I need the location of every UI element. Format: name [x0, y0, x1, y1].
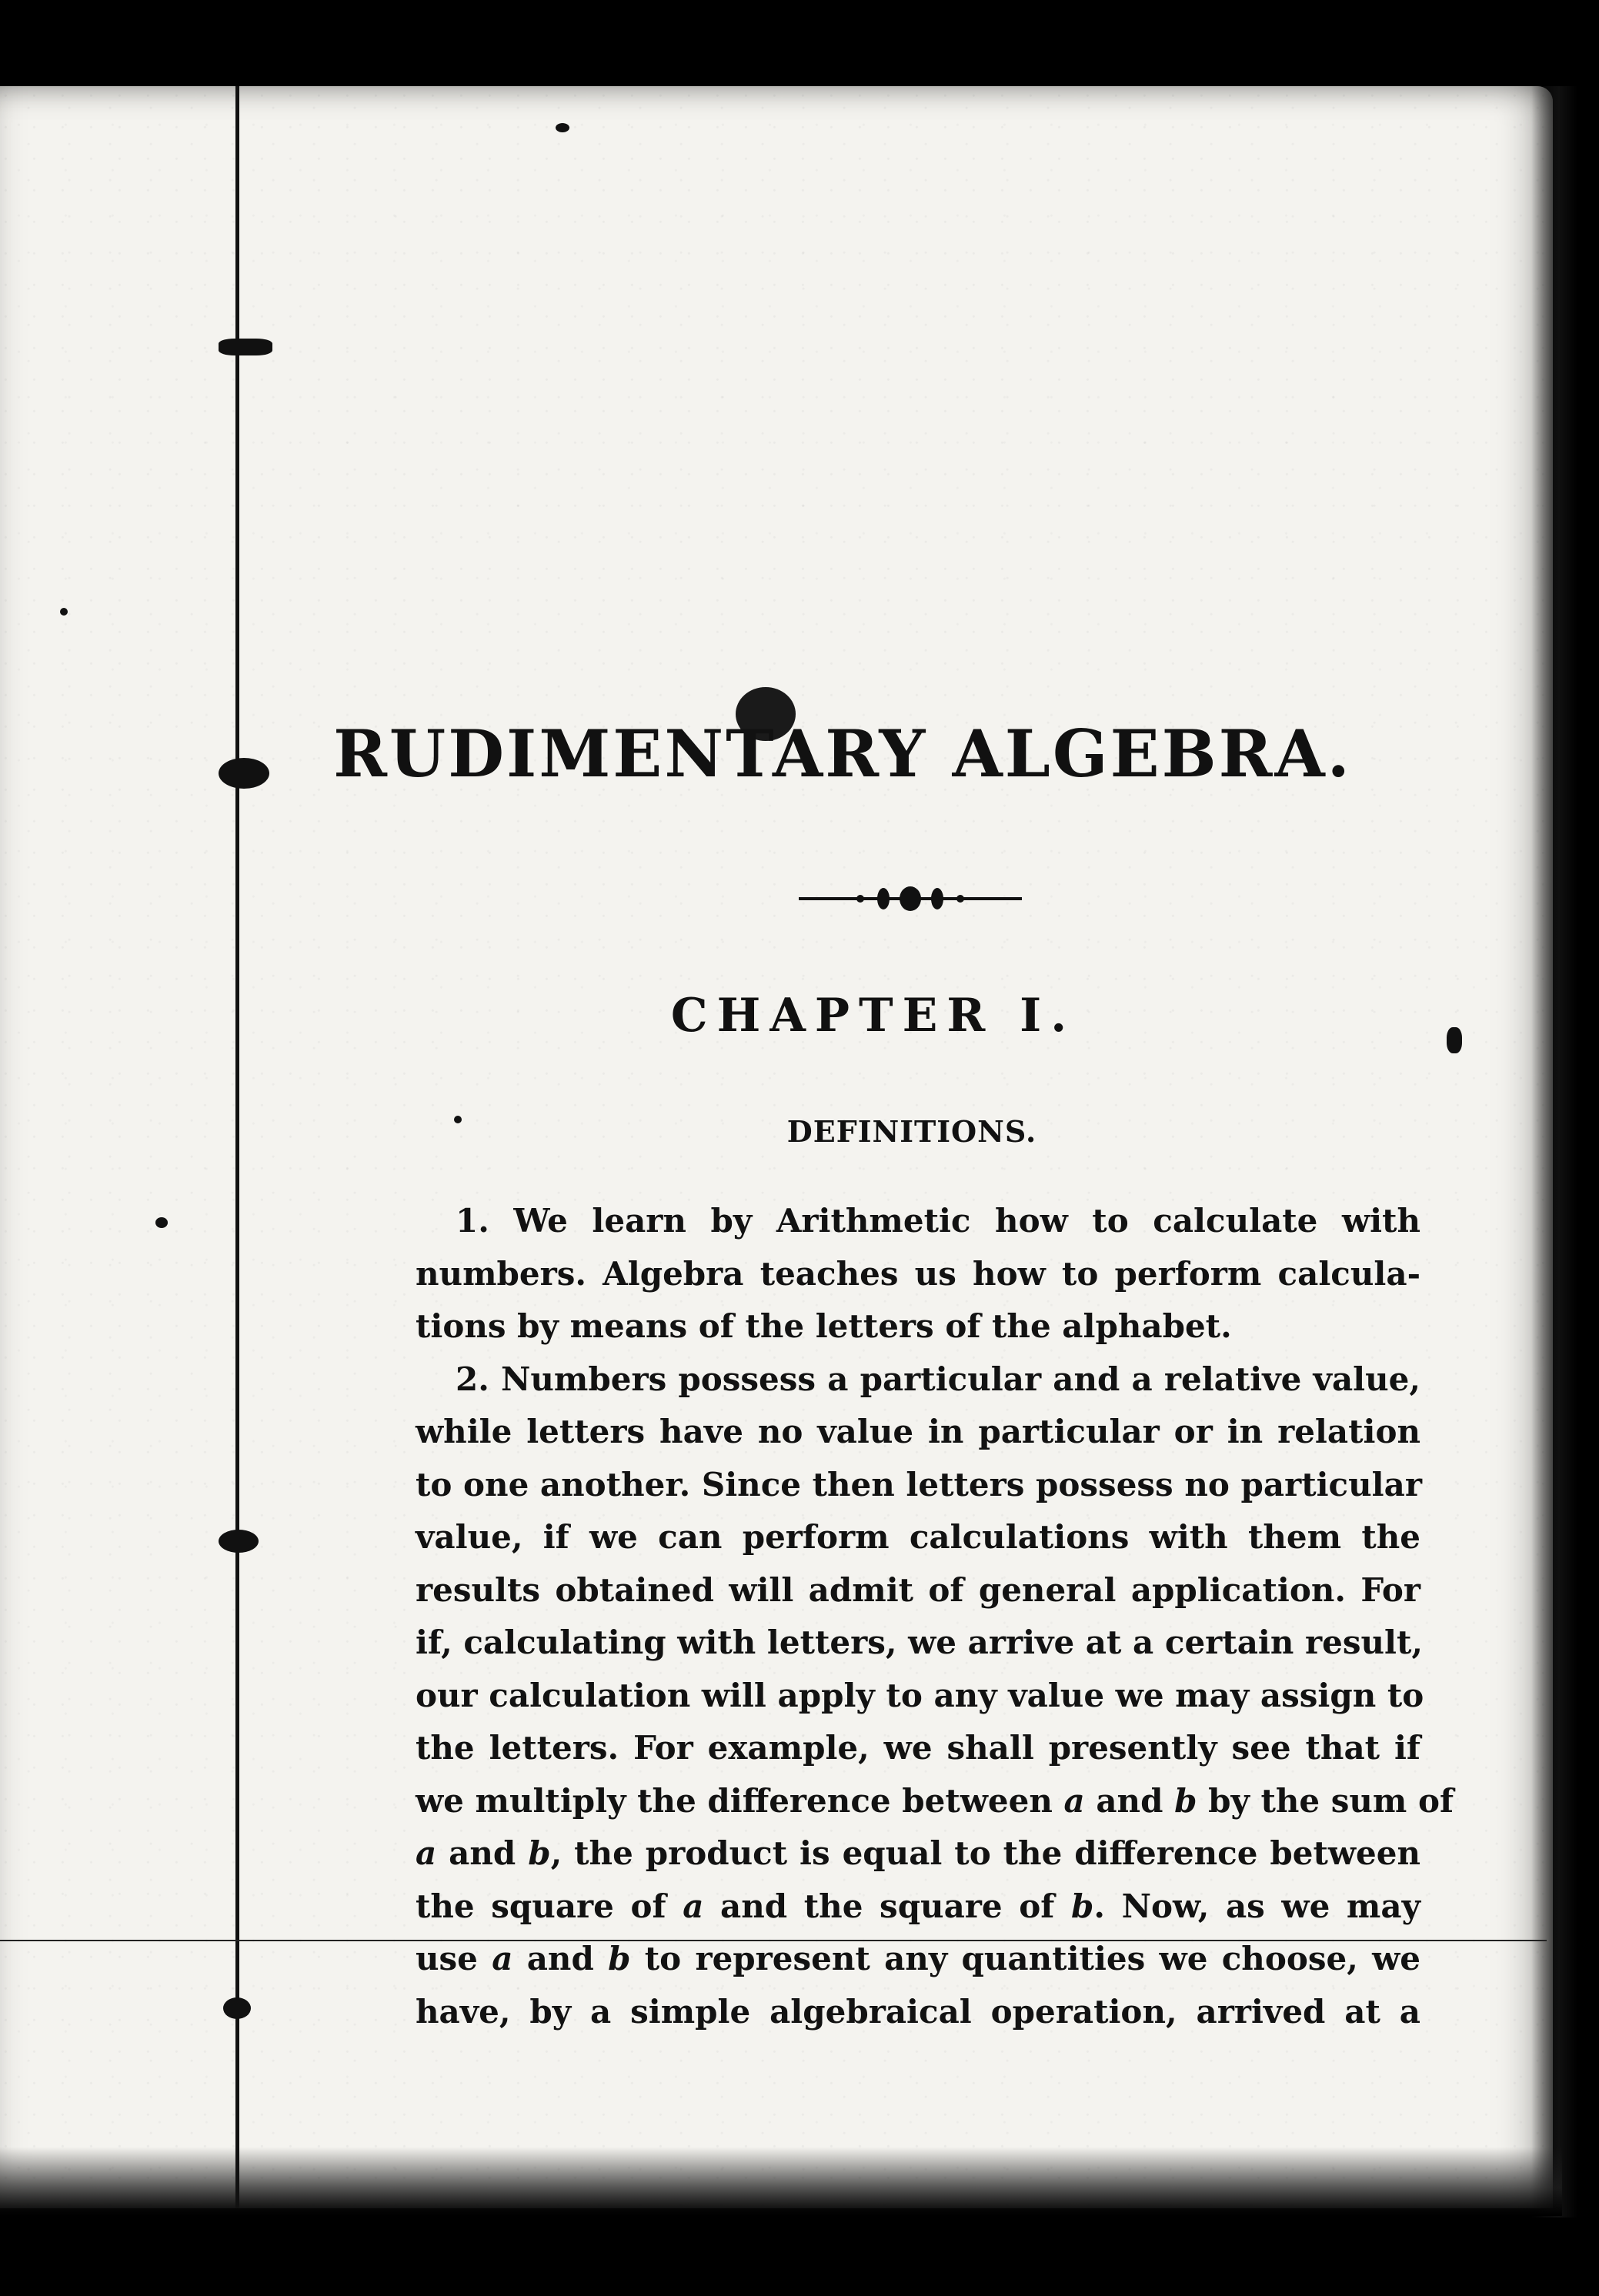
speck [556, 123, 569, 132]
text-line: numbers. Algebra teaches us how to perform calcula- [416, 1254, 1420, 1293]
text-line: to one another. Since then letters possess no particular [416, 1465, 1422, 1503]
text-line: have, by a simple algebraical operation, arrived at a [416, 1992, 1420, 2031]
text-line: we multiply the difference between a and b by the sum of [416, 1781, 1454, 1820]
text-line: the letters. For example, we shall presently see that if [416, 1729, 1420, 1767]
binding-mark [219, 1530, 259, 1553]
text-line: if, calculating with letters, we arrive at a certain result, [416, 1624, 1424, 1661]
text-line: use a and b to represent any quantities we choose, we [416, 1940, 1420, 1977]
text-line: 1. We learn by Arithmetic how to calculate with [456, 1202, 1420, 1240]
text-line: value, if we can perform calculations with them the [416, 1518, 1420, 1556]
speck [155, 1217, 168, 1228]
book-title: RUDIMENTARY ALGEBRA. [333, 716, 1352, 792]
text-line: results obtained will admit of general application. For [416, 1570, 1420, 1609]
binding-mark [223, 1997, 251, 2019]
text-line: 2. Numbers possess a particular and a relative value, [456, 1360, 1420, 1398]
text-line: tions by means of the letters of the alphabet. [416, 1307, 1232, 1345]
chapter-heading: CHAPTER I. [670, 989, 1077, 1043]
text-line: the square of a and the square of b. Now, as we may [416, 1887, 1420, 1925]
page-edge-shadow-bottom [0, 2147, 1562, 2216]
text-line: our calculation will apply to any value we may assign to [416, 1676, 1424, 1714]
binding-mark [219, 339, 272, 355]
body-text [416, 1195, 1454, 2038]
section-heading: DEFINITIONS. [786, 1114, 1037, 1149]
page-edge-shadow-right [1531, 86, 1577, 2218]
speck [60, 608, 68, 616]
text-line: while letters have no value in particular or in relation [416, 1413, 1420, 1450]
text-line: a and b, the product is equal to the difference between [416, 1834, 1420, 1872]
ornament-divider [799, 885, 1022, 913]
